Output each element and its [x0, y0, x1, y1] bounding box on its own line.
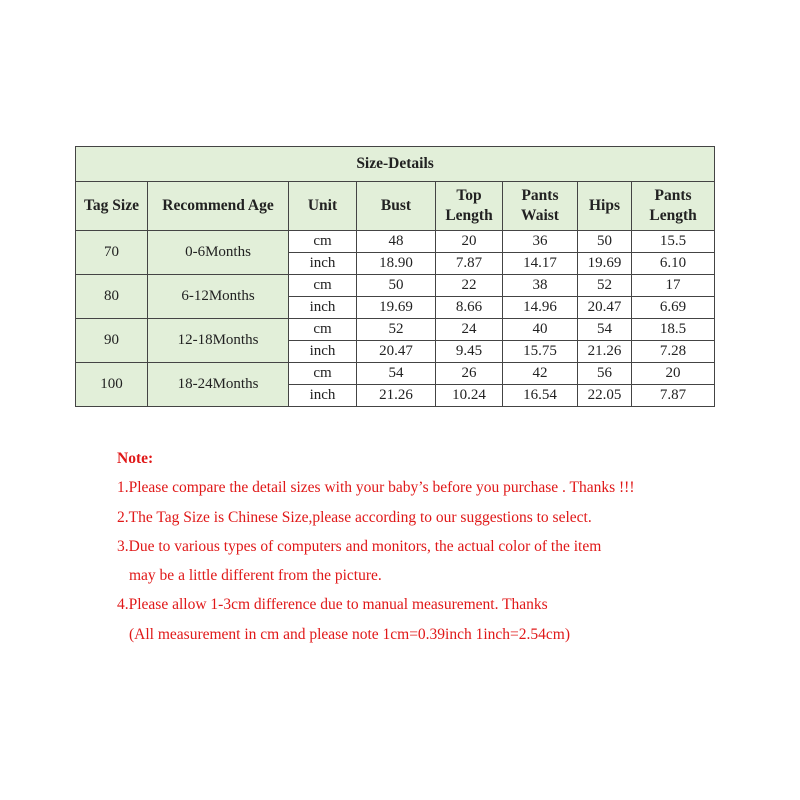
- unit-cell: inch: [289, 341, 357, 363]
- recommend-age-cell: 0-6Months: [148, 231, 289, 275]
- note-line-4-cont: (All measurement in cm and please note 1cm=0.39inch 1inch=2.54cm): [129, 625, 571, 643]
- tag-size-cell: 90: [76, 319, 148, 363]
- unit-cell: cm: [289, 363, 357, 385]
- tag-size-cell: 80: [76, 275, 148, 319]
- column-header: Hips: [578, 182, 632, 231]
- table-title: Size-Details: [76, 147, 715, 182]
- notes-section: [117, 444, 757, 649]
- recommend-age-cell: 6-12Months: [148, 275, 289, 319]
- measurement-cell: 38: [503, 275, 578, 297]
- measurement-cell: 50: [578, 231, 632, 253]
- unit-cell: inch: [289, 297, 357, 319]
- tag-size-cell: 100: [76, 363, 148, 407]
- measurement-cell: 26: [436, 363, 503, 385]
- measurement-cell: 22: [436, 275, 503, 297]
- measurement-cell: 40: [503, 319, 578, 341]
- measurement-cell: 20: [436, 231, 503, 253]
- measurement-cell: 17: [632, 275, 715, 297]
- measurement-cell: 54: [357, 363, 436, 385]
- measurement-cell: 36: [503, 231, 578, 253]
- recommend-age-cell: 12-18Months: [148, 319, 289, 363]
- measurement-cell: 6.69: [632, 297, 715, 319]
- column-header: Bust: [357, 182, 436, 231]
- measurement-cell: 19.69: [578, 253, 632, 275]
- measurement-cell: 50: [357, 275, 436, 297]
- column-header: Tag Size: [76, 182, 148, 231]
- measurement-cell: 6.10: [632, 253, 715, 275]
- note-line-3: 3.Due to various types of computers and monitors, the actual color of the item: [117, 537, 602, 555]
- measurement-cell: 10.24: [436, 385, 503, 407]
- measurement-cell: 20: [632, 363, 715, 385]
- measurement-cell: 21.26: [578, 341, 632, 363]
- measurement-cell: 16.54: [503, 385, 578, 407]
- notes-title: Note:: [117, 450, 154, 467]
- recommend-age-cell: 18-24Months: [148, 363, 289, 407]
- measurement-cell: 56: [578, 363, 632, 385]
- note-line-1: 1.Please compare the detail sizes with your baby’s before you purchase . Thanks !!!: [117, 479, 635, 497]
- measurement-cell: 14.96: [503, 297, 578, 319]
- column-header: Pants Length: [632, 182, 715, 231]
- unit-cell: inch: [289, 253, 357, 275]
- measurement-cell: 52: [578, 275, 632, 297]
- measurement-cell: 18.90: [357, 253, 436, 275]
- size-details-table: [75, 146, 715, 407]
- column-header: Recommend Age: [148, 182, 289, 231]
- measurement-cell: 7.87: [436, 253, 503, 275]
- measurement-cell: 20.47: [357, 341, 436, 363]
- measurement-cell: 15.75: [503, 341, 578, 363]
- unit-cell: cm: [289, 319, 357, 341]
- unit-cell: inch: [289, 385, 357, 407]
- measurement-cell: 52: [357, 319, 436, 341]
- measurement-cell: 7.28: [632, 341, 715, 363]
- column-header: Top Length: [436, 182, 503, 231]
- note-line-3-cont: may be a little different from the picture.: [129, 567, 382, 585]
- measurement-cell: 22.05: [578, 385, 632, 407]
- measurement-cell: 9.45: [436, 341, 503, 363]
- note-line-4: 4.Please allow 1-3cm difference due to manual measurement. Thanks: [117, 596, 548, 614]
- measurement-cell: 7.87: [632, 385, 715, 407]
- measurement-cell: 15.5: [632, 231, 715, 253]
- unit-cell: cm: [289, 231, 357, 253]
- measurement-cell: 24: [436, 319, 503, 341]
- measurement-cell: 48: [357, 231, 436, 253]
- measurement-cell: 54: [578, 319, 632, 341]
- measurement-cell: 20.47: [578, 297, 632, 319]
- column-header: Pants Waist: [503, 182, 578, 231]
- measurement-cell: 18.5: [632, 319, 715, 341]
- column-header: Unit: [289, 182, 357, 231]
- measurement-cell: 19.69: [357, 297, 436, 319]
- measurement-cell: 21.26: [357, 385, 436, 407]
- measurement-cell: 8.66: [436, 297, 503, 319]
- unit-cell: cm: [289, 275, 357, 297]
- measurement-cell: 14.17: [503, 253, 578, 275]
- tag-size-cell: 70: [76, 231, 148, 275]
- measurement-cell: 42: [503, 363, 578, 385]
- note-line-2: 2.The Tag Size is Chinese Size,please according to our suggestions to select.: [117, 508, 592, 526]
